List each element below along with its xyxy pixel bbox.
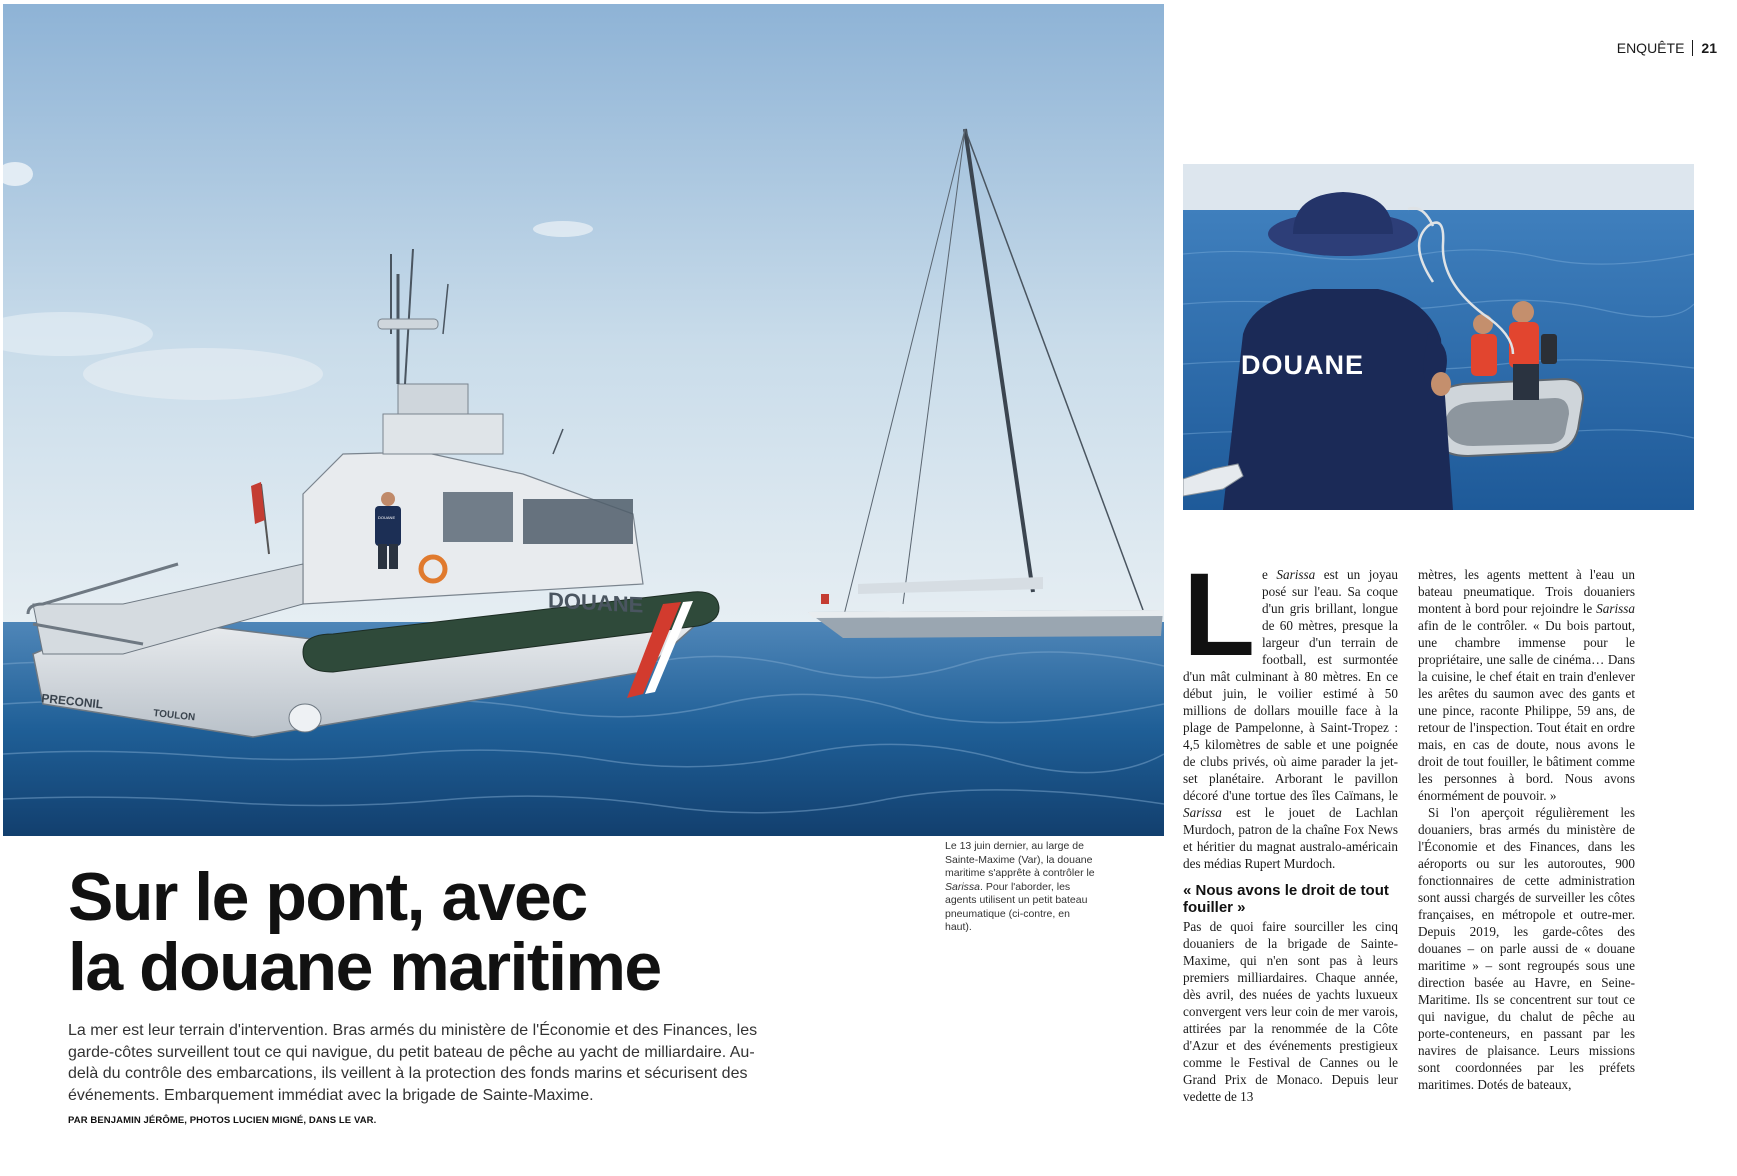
paragraph-3 bbox=[1418, 566, 1635, 804]
hero-photo bbox=[3, 4, 1164, 836]
article-column-1 bbox=[1183, 549, 1399, 1105]
p1-text-a: e bbox=[1262, 567, 1277, 582]
title-line-2: la douane maritime bbox=[68, 929, 661, 1005]
hero-photo-illustration bbox=[3, 4, 1164, 836]
article-subhead: « Nous avons le droit de tout fouiller » bbox=[1183, 882, 1389, 916]
inset-sky bbox=[1183, 164, 1694, 212]
cloud bbox=[533, 221, 593, 237]
dropcap: L bbox=[1183, 549, 1256, 681]
article-lede: La mer est leur terrain d'intervention. Bras armés du ministère de l'Économie et des Finances, les garde-côtes surveillent tout ce qui navigue, du petit bateau de pêche au yacht de milliardaire. Au-delà du contrôle des embarcations, ils veillent à la protection des fonds marins et sécurisent des événements. Embarquement immédiat avec la brigade de Sainte-Maxime. bbox=[68, 1022, 758, 1104]
paragraph-2: Pas de quoi faire sourciller les cinq douaniers de la brigade de Sainte-Maxime, qui n'en sont pas à leurs premiers milliardaires. Chaque année, dès avril, des nuées de yachts luxueux convergent vers leur coin de mer varois, attirées par la renommée de la Côte d'Azur et des événements prestigieux comme le Festival de Cannes ou le Grand Prix de Monaco. Depuis leur vedette de 13 bbox=[1183, 919, 1398, 1104]
hull-lettering: DOUANE bbox=[548, 587, 644, 618]
p1-yacht-name-2: Sarissa bbox=[1183, 805, 1222, 820]
dropcap-box bbox=[1183, 549, 1256, 681]
running-head-divider bbox=[1692, 40, 1693, 56]
article-byline: PAR BENJAMIN JÉRÔME, PHOTOS LUCIEN MIGNÉ, DANS LE VAR. bbox=[68, 1115, 377, 1126]
caption-yacht-name: Sarissa bbox=[945, 880, 981, 893]
article-title bbox=[68, 859, 661, 1005]
stern-home-port: TOULON bbox=[152, 708, 196, 724]
crew-shirt-text: DOUANE bbox=[378, 515, 396, 520]
paragraph-4: Si l'on aperçoit régulièrement les douaniers, bras armés du ministère de l'Économie et des Finances, dans les aéroports ou sur les autoroutes, 900 fonctionnaires de cette administration sont aussi chargés de surveiller les côtes françaises, en métropole et outre-mer. Depuis 2019, les garde-côtes des douanes – on parle aussi de « douane maritime » – sont regroupés sous une direction basée au Havre, en Seine-Maritime. Ils se concentrent sur tout ce qui navigue, du chalut de pêche au porte-conteneurs, en passant par les navires de plaisance. Leurs missions sont coordonnées par les préfets maritimes. Dotés de bateaux, bbox=[1418, 805, 1635, 1092]
cloud bbox=[83, 348, 323, 400]
stern-name: PRECONIL bbox=[40, 691, 104, 712]
section-label: ENQUÊTE bbox=[1616, 40, 1685, 56]
p1-text-c: est le jouet de Lachlan Murdoch, patron de la chaîne Fox News et héritier du magnat australo-américain des médias Rupert Murdoch. bbox=[1183, 805, 1398, 871]
p1-text-b: est un joyau posé sur l'eau. Sa coque d'un gris brillant, longue de 60 mètres, presque la largeur d'un terrain de football, est surmontée d'un mât culminant à 80 mètres. En ce début juin, le voilier estimé à 50 millions de dollars mouille face à la plage de Pampelonne, à Saint-Tropez : 4,5 kilomètres de sable et une poignée de clubs privés, où aime parader la jet-set planétaire. Arborant le pavillon décoré d'une tortue des îles Caïmans, le bbox=[1183, 567, 1399, 803]
photo-caption bbox=[945, 840, 1095, 935]
p3-yacht-name: Sarissa bbox=[1596, 601, 1635, 616]
p1-yacht-name: Sarissa bbox=[1276, 567, 1316, 582]
article-column-2 bbox=[1418, 566, 1635, 1093]
p3-text-b: afin de le contrôler. « Du bois partout, une chambre immense pour le propriétaire, une salle de cinéma… Dans la cuisine, le chef était en train d'enlever les arêtes du saumon avec des gants et une pince, raconte Philippe, 59 ans, de retour de l'inspection. Tout était en ordre mais, en cas de doute, nous avons le droit de tout fouiller, le bâtiment comme les personnes à bord. Nous avons énormément de pouvoir. » bbox=[1418, 618, 1635, 803]
inset-photo-illustration bbox=[1183, 164, 1694, 510]
page-number: 21 bbox=[1701, 40, 1717, 56]
caption-text-before: Le 13 juin dernier, au large de Sainte-Maxime (Var), la douane maritime s'apprête à contrôler le bbox=[945, 840, 1095, 879]
title-line-1: Sur le pont, avec bbox=[68, 859, 587, 935]
p3-text-a: mètres, les agents mettent à l'eau un bateau pneumatique. Trois douaniers montent à bord pour rejoindre le bbox=[1418, 567, 1635, 616]
running-head bbox=[1617, 40, 1717, 56]
officer-shirt-text: DOUANE bbox=[1241, 350, 1365, 380]
caption-text-after: . Pour l'aborder, les agents utilisent un petit bateau pneumatique (ci-contre, en haut). bbox=[945, 880, 1088, 933]
inset-photo bbox=[1183, 164, 1694, 510]
